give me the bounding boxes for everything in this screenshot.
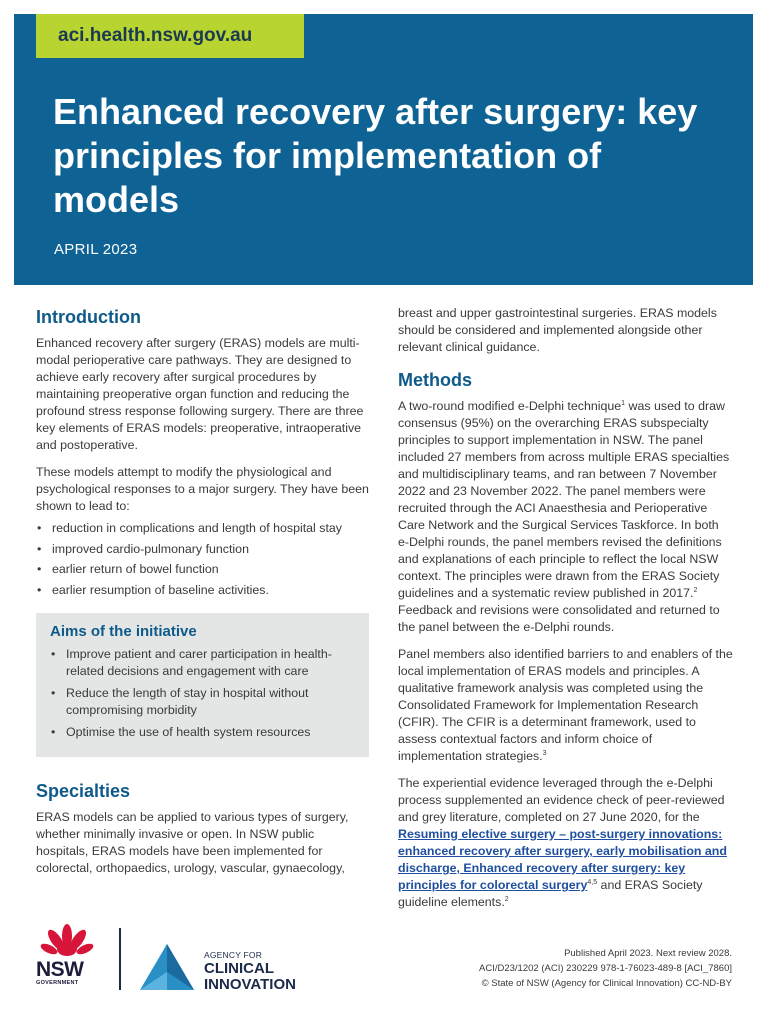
footer-logos [34,922,324,994]
agency-for-label: AGENCY FOR [204,950,263,960]
logo-divider [119,928,121,990]
specialties-continued: breast and upper gastrointestinal surgeries. ERAS models should be considered and implemented alongside other relevant clinical guidance. [398,306,717,354]
publication-info: Published April 2023. Next review 2028. [564,948,732,959]
methods-paragraph-1: A two-round modified e-Delphi technique$^1$ was used to draw consensus (95%) on the overarching ERAS subspecialty principles to support implementation in NSW. The panel included 27 members from across multiple ERAS specialties and multidisciplinary teams, and ran between 7 November 2022 and 23 November 2022. The panel members were recruited through the ACI Anaesthesia and Perioperative Care Network and the Surgical Services Taskforce. In both e-Delphi rounds, the panel members revised the definitions and explanations of each principle to reflect the local NSW context. The principles were drawn from the ERAS Society guidelines and a systematic review published in 2017.$^2$ Feedback and revisions were consolidated and returned to the panel between the e-Delphi rounds. [398,399,730,634]
government-wordmark: GOVERNMENT [36,980,79,986]
website-url[interactable]: aci.health.nsw.gov.au [36,14,304,58]
methods-heading: Methods [398,370,472,390]
publication-date: APRIL 2023 [54,241,138,258]
bullet-icon: • [37,541,42,556]
aci-triangle-logo [138,942,196,992]
resuming-elective-surgery-link[interactable]: Resuming elective surgery – post-surgery innovations: enhanced recovery after surgery, early mobilisation and discharge, Enhanced recovery after surgery: key principles for colorectal surgery [398,827,727,892]
nsw-wordmark: NSW [36,958,84,981]
list-item: • Improve patient and carer participation in health-related decisions and engagement with care [51,646,332,678]
list-item: • earlier resumption of baseline activities. [37,582,269,597]
list-item: • improved cardio-pulmonary function [37,541,249,556]
introduction-paragraph-2: These models attempt to modify the physiological and psychological responses to a major surgery. They have been shown to lead to: [36,465,369,513]
bullet-icon: • [51,646,56,661]
copyright-notice: © State of NSW (Agency for Clinical Innovation) CC-ND-BY [481,978,732,989]
specialties-paragraph: ERAS models can be applied to various types of surgery, whether minimally invasive or open. In NSW public hospitals, ERAS models have been implemented for colorectal, orthopaedics, urology, vascular, gynaecology, [36,809,349,875]
left-column [36,305,369,877]
bullet-icon: • [37,582,42,597]
aims-list [50,646,355,741]
list-item: • Optimise the use of health system resources [51,724,311,739]
outcomes-list [36,520,369,599]
list-item: • earlier return of bowel function [37,562,219,576]
footer-metadata [479,946,732,991]
citation: 2 [693,587,698,594]
bullet-icon: • [37,562,42,576]
citation: 3 [542,750,547,757]
aims-box [36,613,369,757]
document-title: Enhanced recovery after surgery: key principles for implementation of models [53,91,698,220]
header-banner [14,14,753,285]
citation: 4,5 [587,879,598,886]
document-reference: ACI/D23/1202 (ACI) 230229 978-1-76023-489-8 [ACI_7860] [479,963,732,974]
bullet-icon: • [37,521,42,535]
citation: 2 [504,896,509,903]
methods-paragraph-2: Panel members also identified barriers to and enablers of the local implementation of ERAS models and principles. A qualitative framework analysis was completed using the Consolidated Framework for Implementation Research (CFIR). The CFIR is a determinant framework, used to assess contextual factors and inform choice of implementation strategies.$^3$ [398,647,733,763]
methods-paragraph-3: The experiential evidence leveraged through the e-Delphi process supplemented an evidence check of peer-reviewed and grey literature, completed on 27 June 2020, for the Resuming elective surgery – post-surgery innovations: enhanced recovery after surgery, early mobilisation and discharge, Enhanced recovery after surgery: key principles for colorectal surgery$^{4,5}$ and ERAS Society guideline elements.$^2$ [398,776,727,909]
aims-heading: Aims of the initiative [50,622,197,640]
citation: 1 [621,400,626,407]
specialties-heading: Specialties [36,780,131,801]
introduction-heading: Introduction [36,307,141,327]
list-item: • Reduce the length of stay in hospital without compromising morbidity [51,685,309,717]
list-item: • reduction in complications and length of hospital stay [37,521,342,535]
bullet-icon: • [51,685,56,700]
bullet-icon: • [51,724,56,739]
introduction-paragraph-1: Enhanced recovery after surgery (ERAS) models are multi-modal perioperative care pathways. They are designed to achieve early recovery after surgical procedures by maintaining preoperative organ function and reducing the profound stress response following surgery. There are three key elements of ERAS models: preoperative, intraoperative and postoperative. [36,336,364,452]
clinical-innovation-label: CLINICAL INNOVATION [204,960,296,993]
right-column [398,305,733,911]
